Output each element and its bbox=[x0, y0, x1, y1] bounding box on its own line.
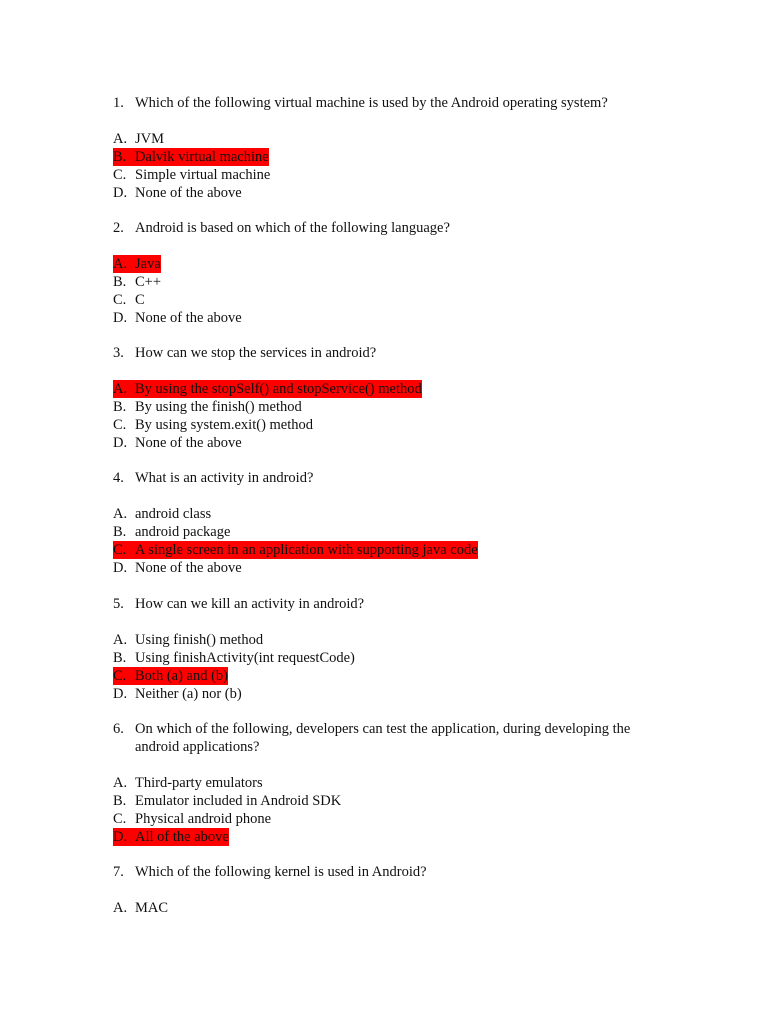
option-letter: B. bbox=[113, 650, 127, 666]
option-a bbox=[113, 505, 673, 523]
option-text: None of the above bbox=[135, 435, 242, 451]
option-text: Java bbox=[135, 256, 161, 272]
option-letter: B. bbox=[113, 793, 127, 809]
option-d bbox=[113, 434, 673, 452]
question-text: How can we kill an activity in android? bbox=[135, 596, 365, 612]
option-letter: B. bbox=[113, 149, 127, 165]
option-c bbox=[113, 810, 673, 828]
question-stem bbox=[113, 219, 673, 237]
option-letter: B. bbox=[113, 399, 127, 415]
option-letter: C. bbox=[113, 542, 127, 558]
option-d bbox=[113, 559, 673, 577]
option-letter: C. bbox=[113, 811, 127, 827]
option-list bbox=[113, 631, 673, 703]
option-list bbox=[113, 505, 673, 577]
option-text: None of the above bbox=[135, 560, 242, 576]
question-text: Android is based on which of the following language? bbox=[135, 220, 450, 236]
option-a bbox=[113, 130, 673, 148]
option-list bbox=[113, 130, 673, 202]
option-letter: A. bbox=[113, 632, 128, 648]
option-text: None of the above bbox=[135, 185, 242, 201]
question-text: What is an activity in android? bbox=[135, 470, 314, 486]
option-a bbox=[113, 380, 673, 398]
option-text: Dalvik virtual machine bbox=[135, 149, 269, 165]
option-text: android class bbox=[135, 506, 212, 522]
option-a bbox=[113, 899, 673, 917]
question-number: 5. bbox=[113, 596, 124, 612]
option-b bbox=[113, 148, 673, 166]
question-7 bbox=[113, 863, 673, 917]
question-number: 2. bbox=[113, 220, 124, 236]
option-text: Physical android phone bbox=[135, 811, 272, 827]
option-b bbox=[113, 273, 673, 291]
option-b bbox=[113, 523, 673, 541]
option-d bbox=[113, 309, 673, 327]
option-letter: D. bbox=[113, 560, 128, 576]
question-text: Which of the following virtual machine is used by the Android operating system? bbox=[135, 95, 608, 111]
option-text: By using the stopSelf() and stopService() method bbox=[135, 381, 422, 397]
question-number: 7. bbox=[113, 864, 124, 880]
question-6 bbox=[113, 720, 673, 846]
question-number: 6. bbox=[113, 721, 124, 737]
option-d bbox=[113, 685, 673, 703]
question-number: 3. bbox=[113, 345, 124, 361]
answer-highlight bbox=[113, 667, 228, 685]
question-number: 4. bbox=[113, 470, 124, 486]
question-stem bbox=[113, 94, 673, 112]
option-text: By using system.exit() method bbox=[135, 417, 314, 433]
option-text: JVM bbox=[135, 131, 165, 147]
option-text: C bbox=[135, 292, 145, 308]
option-text: Using finish() method bbox=[135, 632, 264, 648]
question-3 bbox=[113, 344, 673, 452]
question-text: How can we stop the services in android? bbox=[135, 345, 377, 361]
option-letter: B. bbox=[113, 524, 127, 540]
option-text: All of the above bbox=[135, 829, 229, 845]
option-text: Using finishActivity(int requestCode) bbox=[135, 650, 355, 666]
option-text: Emulator included in Android SDK bbox=[135, 793, 342, 809]
answer-highlight bbox=[113, 148, 269, 166]
option-text: A single screen in an application with supporting java code bbox=[135, 542, 478, 558]
option-list bbox=[113, 899, 673, 917]
question-stem bbox=[113, 595, 673, 613]
option-text: android package bbox=[135, 524, 231, 540]
answer-highlight bbox=[113, 541, 478, 559]
option-letter: B. bbox=[113, 274, 127, 290]
question-5 bbox=[113, 595, 673, 703]
option-text: None of the above bbox=[135, 310, 242, 326]
option-list bbox=[113, 255, 673, 327]
question-stem bbox=[113, 863, 673, 881]
option-text: C++ bbox=[135, 274, 162, 290]
option-letter: D. bbox=[113, 829, 128, 845]
option-c bbox=[113, 166, 673, 184]
question-1 bbox=[113, 94, 673, 202]
option-text: Third-party emulators bbox=[135, 775, 263, 791]
option-letter: D. bbox=[113, 686, 128, 702]
option-c bbox=[113, 291, 673, 309]
option-text: By using the finish() method bbox=[135, 399, 302, 415]
option-letter: A. bbox=[113, 506, 128, 522]
option-a bbox=[113, 631, 673, 649]
option-letter: C. bbox=[113, 167, 127, 183]
option-text: Neither (a) nor (b) bbox=[135, 686, 242, 702]
answer-highlight bbox=[113, 828, 229, 846]
option-list bbox=[113, 380, 673, 452]
option-b bbox=[113, 792, 673, 810]
option-letter: C. bbox=[113, 292, 127, 308]
option-a bbox=[113, 255, 673, 273]
option-c bbox=[113, 416, 673, 434]
answer-highlight bbox=[113, 255, 161, 273]
option-b bbox=[113, 649, 673, 667]
option-text: Both (a) and (b) bbox=[135, 668, 229, 684]
question-text: Which of the following kernel is used in Android? bbox=[135, 864, 427, 880]
option-a bbox=[113, 774, 673, 792]
answer-highlight bbox=[113, 380, 422, 398]
option-letter: C. bbox=[113, 417, 127, 433]
option-letter: D. bbox=[113, 310, 128, 326]
option-d bbox=[113, 828, 673, 846]
option-letter: D. bbox=[113, 435, 128, 451]
option-letter: C. bbox=[113, 668, 127, 684]
option-d bbox=[113, 184, 673, 202]
option-c bbox=[113, 541, 673, 559]
question-2 bbox=[113, 219, 673, 327]
question-stem bbox=[113, 720, 673, 756]
option-c bbox=[113, 667, 673, 685]
question-4 bbox=[113, 469, 673, 577]
option-letter: A. bbox=[113, 131, 128, 147]
option-letter: A. bbox=[113, 256, 128, 272]
option-letter: A. bbox=[113, 381, 128, 397]
question-text: On which of the following, developers can test the application, during developing the android applications? bbox=[135, 721, 631, 755]
option-text: Simple virtual machine bbox=[135, 167, 271, 183]
question-number: 1. bbox=[113, 95, 124, 111]
option-letter: A. bbox=[113, 775, 128, 791]
option-letter: A. bbox=[113, 900, 128, 916]
option-letter: D. bbox=[113, 185, 128, 201]
question-stem bbox=[113, 469, 673, 487]
question-stem bbox=[113, 344, 673, 362]
option-list bbox=[113, 774, 673, 846]
option-b bbox=[113, 398, 673, 416]
option-text: MAC bbox=[135, 900, 169, 916]
